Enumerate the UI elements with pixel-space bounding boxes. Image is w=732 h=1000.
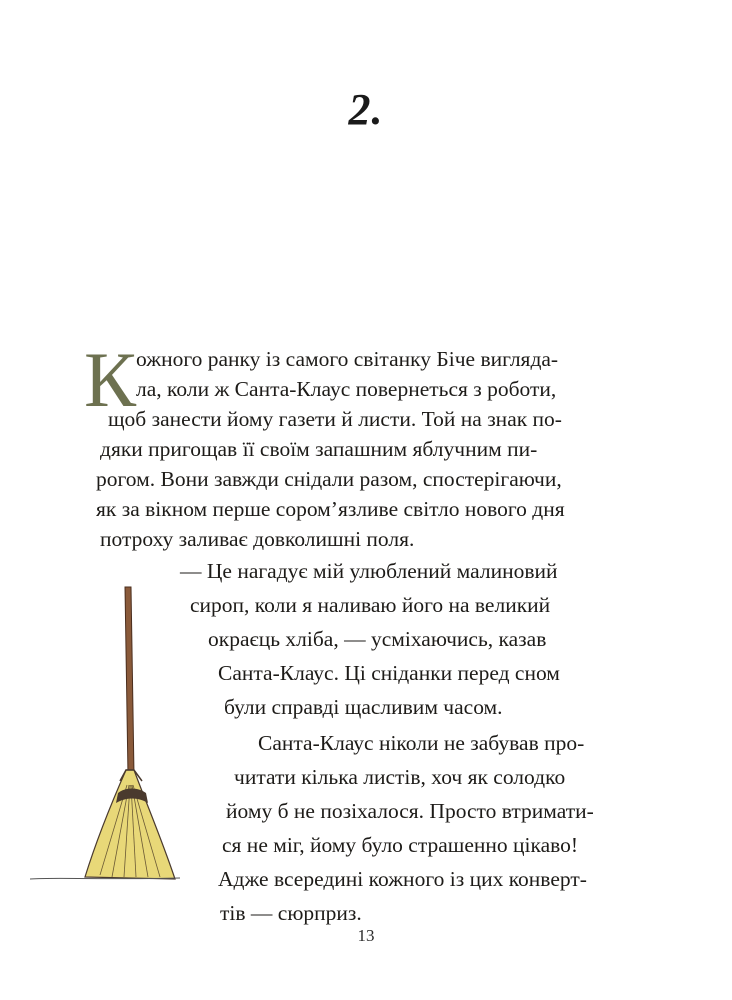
text-line: читати кілька листів, хоч як солодко (234, 765, 566, 789)
text-line: дяки пригощав її своїм запашним яблучним пи- (100, 437, 538, 461)
text-line: щоб занести йому газети й листи. Той на знак по- (108, 407, 562, 431)
text-line: окраєць хліба, — усміхаючись, казав (208, 627, 547, 651)
page-number: 13 (357, 926, 375, 945)
text-line: Адже всередині кожного із цих конверт- (218, 867, 587, 891)
text-line: ся не міг, йому було страшенно цікаво! (222, 833, 579, 857)
text-line: — Це нагадує мій улюблений малиновий (180, 559, 558, 583)
text-line: як за вікном перше сором’язливе світло нового дня (96, 497, 565, 521)
text-line: рогом. Вони завжди снідали разом, спостерігаючи, (96, 467, 562, 491)
text-line: сироп, коли я наливаю його на великий (190, 593, 551, 617)
text-line: тів — сюрприз. (220, 901, 362, 925)
chapter-number: 2. (348, 85, 384, 134)
text-line: Санта-Клаус. Ці сніданки перед сном (218, 661, 560, 685)
broom-illustration (30, 585, 180, 890)
drop-cap: К (84, 336, 137, 423)
text-line: Санта-Клаус ніколи не забував про- (258, 731, 585, 755)
text-line: потроху заливає довколишні поля. (100, 527, 415, 551)
text-line: були справді щасливим часом. (224, 695, 503, 719)
text-line: йому б не позіхалося. Просто втримати- (226, 799, 594, 823)
text-line: ожного ранку із самого світанку Біче вигляда- (136, 347, 559, 371)
text-line: ла, коли ж Санта-Клаус повернеться з роботи, (136, 377, 557, 401)
